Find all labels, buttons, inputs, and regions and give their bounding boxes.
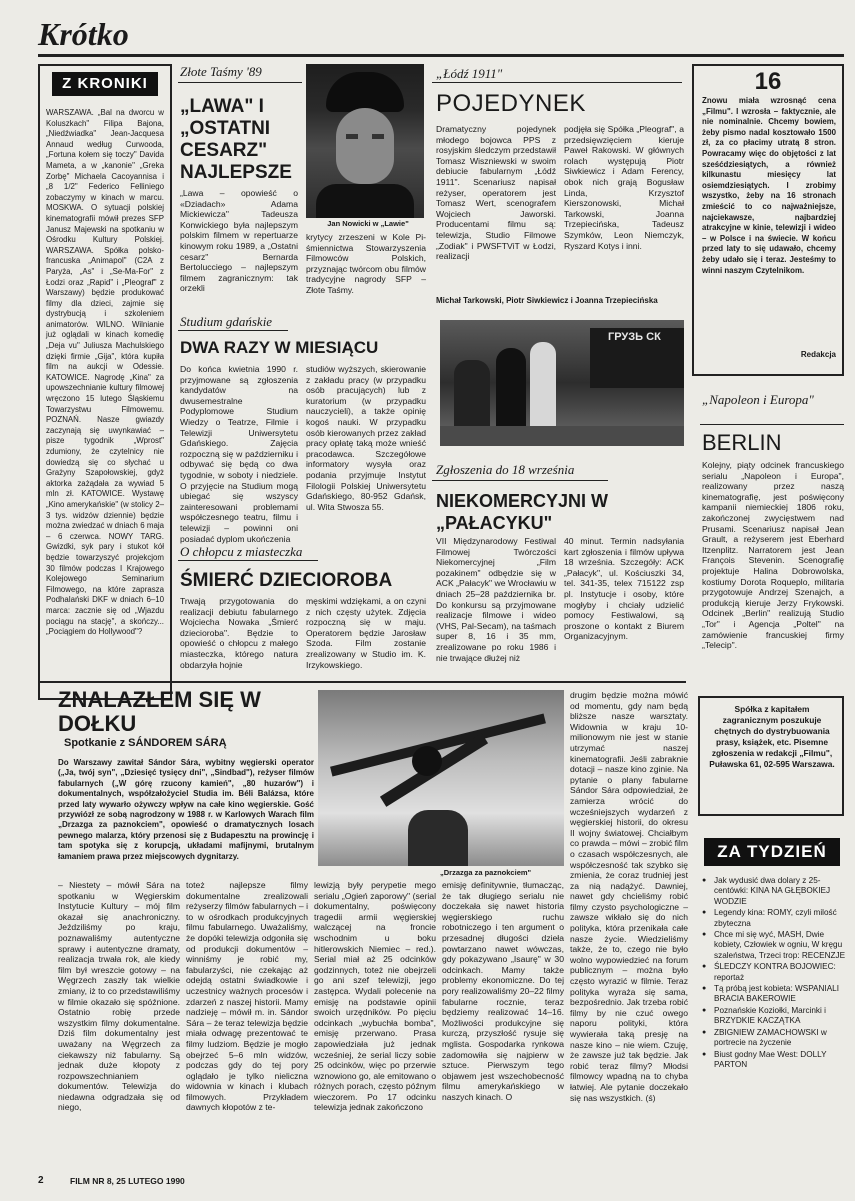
sixteen-text: Znowu miała wzrosnąć cena „Filmu". I wzrosła – faktycznie, ale nie nominalnie. Chcemy bowiem, żeby pismo nadal kosztowało 1500 zł, za co płacimy utratą 8 stron. Powracamy więc do objętości z lat sześćdziesiątych, a również kilkunastu miesięcy lat osiemdziesiątych. I zrobimy wszystko, żeby na 16 stronach zmieścić to co najważniejsze, najciekawsze, najbardziej atrakcyjne w kinie, telewizji i wideo – w Polsce i na świecie. W końcu przed laty to się udawało, chcemy żeby udało się i teraz. Jesteśmy to winni naszym Czytelnikom. (702, 96, 836, 275)
sara-title: ZNALAZŁEM SIĘ W DOŁKU (58, 687, 261, 736)
tydzien-item[interactable]: ● Poznańskie Koziołki, Marcinki i BRZYDKIE KACZĄTKA (702, 1006, 846, 1027)
tydzien-badge: ZA TYDZIEŃ (704, 838, 840, 866)
lodz-photo (440, 320, 684, 446)
lodz-title: POJEDYNEK (436, 90, 586, 117)
sara-subtitle: Spotkanie z SÁNDOREM SÁRĄ (64, 737, 227, 749)
sixteen-sign: Redakcja (800, 350, 836, 359)
gdansk-col-1: Do końca kwietnia 1990 r. przyjmowane są zgłoszenia kandydatów na dwusemestralne Podyplomowe Studium Wiedzy o Teatrze, Filmie i Telewizji Uniwersytetu Gdańskiego. Zajęcia rozpoczną się w październiku i odbywać się będą co dwa tygodnie, w soboty i niedziele. O przyjęcie na Studium mogą ubiegać się wszyscy zainteresowani problemami współczesnego teatru, filmu i telewizji – powinni oni posiadać dyplom ukończenia (180, 364, 298, 544)
lodz-body: Dramatyczny pojedynek młodego bojowca PPS z rosyjskim śledczym przedstawił Tomasz Wiszniewski w swoim debiucie fabularnym „Łódź 1911". Scenariusz napisał reżyser, operatorem jest Tomasz Wert, scenografem Wojciech Jaworski. Producentami filmu są: telewizja, Studio Filmowe „Zodiak" i PWSFTViT w Łodzi, realizacji (436, 124, 556, 262)
lodz-kicker: „Łódź 1911" (436, 66, 503, 81)
lawa-kicker: Złote Taśmy '89 (180, 64, 262, 79)
lodz-photo-sign: ГРУЗЬ СК (608, 331, 661, 343)
tydzien-item[interactable]: ● ZBIGNIEW ZAMACHOWSKI w portrecie na życzenie (702, 1028, 846, 1049)
lodz-caption: Michał Tarkowski, Piotr Siwkiewicz i Joanna Trzepiecińska (436, 296, 658, 305)
palacyk-kicker-rule (432, 480, 608, 481)
issue-line: FILM NR 8, 25 LUTEGO 1990 (70, 1176, 185, 1186)
miasteczko-kicker: O chłopcu z miasteczka (180, 544, 303, 559)
gdansk-col-2: studiów wyższych, skierowanie z zakładu pracy (w przypadku osób pracujących) lub z kuratorium (w przypadku nauczycieli), a także opinię kogoś nauki. W przypadku osób kierowanych przez zakład pracy opłatę taką może wnieść pracodawca. Szczegółowe informatory wysyła oraz podania przyjmuje Instytut Filologii Polskiej Uniwersytetu Gdańskiego, 80-952 Gdańsk, ul. Wita Stwosza 55. (306, 364, 426, 512)
kronika-text: WARSZAWA. „Bal na dworcu w Koluszkach" Filipa Bajona, „Niedźwiadka" Jean-Jacquesa Annaud według Curwooda, „Fortuna kołem się toczy" Davida Mameta, a w „kanonie" „Greka Zorbę" Michaela Cacoyannisa i „8 1/2" Federico Felliniego zobaczymy w kinach w marcu. MOSKWA. O sytuacji polskiej kinematografii mówił prezes SFP Janusz Majewski na spotkaniu w Ośrodku Kultury Polskiej. WARSZAWA. Spółka polsko-francuska „Animapol" (C2A z Paryża, „As" i „Se-Ma-For" z Łodzi oraz „Rapid" i „Pleograf" z Warszawy) będzie produkować filmy dla dzieci, zajmie się dystrybucją i szkoleniem animatorów. WILNO. Wilnianie już oglądali w kinach komedię „Deja vu" Juliusza Machulskiego dzięki firmie „Gija", która kupiła film na aukcji w Odessie. KATOWICE. Nagrodę „Kina" za upowszechnianie kultury filmowej wręczono 15 lutego Śląskiemu Towarzystwu Filmowemu. POZNAŃ. Nasze gwiazdy zaczynają się uwynkawiać – pisze tygodnik „Wprost" zdumiony, że czytelnicy nie dowiedzą się co słychać u Grażyny Szapołowskiej, gdyż aktorka zażądała za wywiad 5 mln zł. KATOWICE. Wystawę „Kino amerykańskie" (w stolicy 2–3 tys. widzów dziennie) będzie można zwiedzać w dniach 6 maja – 6 czerwca. NOWY TARG. Gwizdki, syk pary i stukot kół będzie towarzyszyć projekcjom 30 filmów podczas I Krajowego Kolejowego Seminarium Filmowego, na które zaprasza Podhalański DKF w dniach 6–10 marca: zacznie się od „Wjazdu pociągu na stację", a skończy... „Pociągiem do Hollywood"? (46, 108, 164, 637)
palacyk-title: NIEKOMERCYJNI W „PAŁACYKU" (436, 491, 609, 533)
tydzien-list (702, 876, 846, 1166)
page-number: 2 (38, 1175, 44, 1186)
palacyk-kicker: Zgłoszenia do 18 września (436, 462, 575, 477)
middle-rule (38, 681, 686, 683)
sara-caption: „Drzazga za paznokciem" (440, 868, 532, 877)
miasteczko-col-1: Trwają przygotowania do realizacji debiutu fabularnego Wojciecha Nowaka „Śmierć dziecioroba". Będzie to opowieść o chłopcu z małego miasteczka, którego natura obdarzyła hojnie (180, 596, 298, 670)
lawa-photo (306, 64, 424, 218)
lodz-body-2: podjęła się Spółka „Pleograf", a przedsięwzięciem kieruje Paweł Rakowski. W głównych rolach występują Piotr Siwkiewicz i Adam Ferency, obok nich grają Bogusław Linda, Krzysztof Kierszonowski, Michał Tarkowski, Joanna Trzepiecińska, Tadeusz Szymków, Leon Niemczyk, Ryszard Kotys i inni. (564, 124, 684, 251)
sara-col-2: toteż najlepsze filmy dokumentalne zrealizowali reżyserzy filmów fabularnych – i to w ośrodkach produkcyjnych filmu fabularnego. Uważaliśmy, że dopóki telewizja odgoniła się od produkcji dokumentów – winniśmy je robić my, fabularzyści, nie czekając aż odejdą ostatni świadkowie i uczestnicy ważnych procesów i zdarzeń z naszej historii. Mamy nadzieję – mówił m. in. Sándor Sára – że teraz telewizja będzie miała odwagę prezentować te filmy ludziom. Będzie je mogło obejrzeć 5–6 mln widzów, podczas gdy do tej pory oglądało je tylko nieliczna widownia w kinach i klubach filmowych. Przykładem dawnych kłopotów z te- (186, 880, 308, 1113)
gdansk-title: DWA RAZY W MIESIĄCU (180, 338, 379, 357)
miasteczko-col-2: męskimi wdziękami, a on czyni z nich częsty użytek. Zdjęcia rozpoczną się w maju. Operatorem będzie Jarosław Szoda. Film zostanie zrealizowany w Studio im. K. Irzykowskiego. (306, 596, 426, 670)
header-rule (38, 54, 844, 57)
lawa-title: „LAWA" I „OSTATNI CESARZ" NAJLEPSZE (180, 96, 292, 183)
lawa-body: „Lawa – opowieść o «Dziadach» Adama Mickiewicza" Tadeusza Konwickiego była najlepszym polskim filmem w repertuarze kinowym roku 1989, a „Ostatni cesarz" Bernarda Bertolucciego – najlepszym filmem zagranicznym: tak orzekli (180, 188, 298, 294)
sara-col-3: lewizją były perypetie mego serialu „Ogień zaporowy" (serial dokumentalny, poświęcony tragedii armii węgierskiej walczącej na froncie wschodnim u boku hitlerowskich Niemiec – red.). Serial miał aż 25 odcinków godzinnych, toteż nie obejrzeli go ani szef telewizji, jego zastępca. Wydali polecenie na emisję na podstawie opinii swoich urzędników. Po pięciu odcinkach „wybuchła bomba", emisję przerwano. Prasa zapowiedziała już jednak wcześniej, że serial liczy sobie 25 odcinków, więc po przerwie wznowiono go, ale emitowano o różnych porach, często późnym wieczorem. Po 17 odcinku telewizja jednak zakończono (314, 880, 436, 1113)
gdansk-kicker: Studium gdańskie (180, 314, 273, 329)
gdansk-kicker-rule (178, 330, 288, 331)
sara-col-4: emisję definitywnie, tłumacząc, że tak długiego serialu nie doczekała się nawet historia węgierskiego ruchu robotniczego i ten argument o przesadnej długości dzieła powtarzano nawet wówczas, gdy pokazywano „Isaurę" w 30 odcinkach. Mamy także problemy ekonomiczne. Do tej pory realizowaliśmy 20–22 filmy fabularne rocznie, teraz będziemy realizować 14–16. Możliwości produkcyjne się kurczą, przyszłość rysuje się mglista. Gospodarka rynkowa zadomowiła się najpierw w sztuce. Pierwszym tego objawem jest wszechobecność filmu amerykańskiego w naszych kinach. O (442, 880, 564, 1102)
lawa-kicker-rule (178, 82, 302, 83)
tydzien-item[interactable]: ● ŚLEDCZY KONTRA BOJOWIEC: reportaż (702, 962, 846, 983)
spolka-text: Spółka z kapitałem zagranicznym poszukuje chętnych do dystrybuowania prasy, książek, etc. Pisemne zgłoszenia w redakcji „Filmu", Puławska 61, 02-595 Warszawa. (709, 704, 835, 769)
palacyk-col-1: VII Międzynarodowy Festiwal Filmowej Twórczości Niekomercyjnej „Film pozakinem" odbędzie się w ACK „Pałacyk" we Wrocławiu w dniach 25–28 października br. Do konkursu są przyjmowane realizacje filmowe i wideo (VHS, Pal-Secam), na taśmach super 8, 16 i 35 mm, zrealizowane po roku 1986 i nie trwające dłużej niż (436, 536, 556, 663)
tydzien-item[interactable]: ● Legendy kina: ROMY, czyli milość zbyteczna (702, 908, 846, 929)
tydzien-item[interactable]: ● Chce mi się wyć, MASH, Dwie kobiety, Człowiek w ogniu, W kręgu szaleństwa, Trzeci trop: RECENZJE (702, 930, 846, 961)
palacyk-col-2: 40 minut. Termin nadsyłania kart zgłoszenia i filmów upływa 18 września. Szczegóły: ACK „Pałacyk", ul. Kościuszki 34, tel. 341-35, telex 715122 zsp pl. Instytucje i osoby, które mogłyby i chciały udzielić pomocy Festiwalowi, są proszone o kontakt z Biurem Organizacyjnym. (564, 536, 684, 642)
lawa-body-2: krytycy zrzeszeni w Kole Pi-śmiennictwa Stowarzyszenia Filmowców Polskich, przyznając twórcom obu filmów tradycyjne nagrody SFP – Złote Taśmy. (306, 232, 426, 295)
lodz-kicker-rule (432, 82, 682, 83)
miasteczko-kicker-rule (178, 560, 318, 561)
berlin-title: BERLIN (702, 430, 782, 455)
miasteczko-title: ŚMIERĆ DZIECIOROBA (180, 570, 393, 591)
sara-col-5: drugim będzie można mówić od momentu, gdy nam będą bliższe nasze warsztaty. Widownia w kraju 10-milionowym nie jest w stanie utrzymać naszej kinematografii. Jeśli zabraknie dotacji – nasze kino zginie. Na pytanie o plany fabularne Sándor Sára odpowiedział, że zamierza wrócić do wcześniejszych wydarzeń z węgierskiej historii, do okresu II wojny światowej. Chciałbym co prawda – mówi – zrobić film o czasach współczesnych, ale współczesność tak szybko się zmienia, że coraz trudniej jest za nią nadążyć. Dawniej, nawet gdy chcieliśmy robić filmy czysto psychologiczne – zawsze wikłało się do nich polityka, która przenikała całe nasze życie. Wiedzieliśmy także, że to, czego nie było wolno wypowiedzieć na forum publicznym – można było często wyrazić w filmie. Teraz polityka wyraża się sama, bezpośrednio. Jak trzeba robić filmy by nie czuć owego naporu polityki, która wywierała taką presję na nasze kino – nie wiem. Czuję, że zawsze już tak będzie. Jak robić teraz filmy? Młodsi filmowcy wpadną na to chyba łatwiej. Ale pytanie doczekało się nas wszystkich. (ś) (570, 690, 688, 1103)
sixteen-number: 16 (754, 68, 782, 95)
tydzien-item[interactable]: ● Biust godny Mae West: DOLLY PARTON (702, 1050, 846, 1071)
section-title: Krótko (38, 16, 129, 52)
berlin-kicker-rule (700, 424, 844, 425)
berlin-body: Kolejny, piąty odcinek francuskiego serialu „Napoleon i Europa", realizowany przez naszą kinematografię, jest poświęcony kampanii niemieckiej 1806 roku, zakończonej zwycięstwem nad Prusami. Scenariusz napisał Jean Grault, a reżyserem jest Eberhard Itzenplitz. Narratorem jest Jean François Stevenin. Scenografię projektuje Halina Dobrowolska, kostiumy Dorota Roqueplo, militaria przygotowuje Andrzej Szenajch, a produkcją kieruje Jerzy Frykowski. Odcinek „Berlin" realizują Studio „Tor" i Agencja „Poltel" na zamówienie francuskiej firmy „Telecip". (702, 460, 844, 651)
sara-photo (318, 690, 564, 866)
sara-col-1: – Niestety – mówił Sára na spotkaniu w Węgierskim Instytucie Kultury – mój film okazał się anachroniczny. Jeździliśmy po kraju, poznawaliśmy autentyczne sprawy i autentyczne dramaty, realizacja trwała rok, ale kiedy film był wreszcie gotowy – na Węgrzech zaszły tak wielkie zmiany, iż to co przedstawiliśmy w filmie okazało się spóźnione. Ostatnio robię przede wszystkim filmy dokumentalne. Dziś film dokumentalny jest uważany na Węgrzech za ciekawszy niż fabularny. Są jednak duże kłopoty z rozpowszechnianiem dokumentów. Telewizja do niedawna odgradzała się od niego, (58, 880, 180, 1113)
kronika-badge: Z KRONIKI (52, 72, 158, 96)
berlin-kicker: „Napoleon i Europa" (702, 392, 814, 407)
tydzien-item[interactable]: ● Tą próbą jest kobieta: WSPANIALI BRACIA BAKEROWIE (702, 984, 846, 1005)
lawa-caption: Jan Nowicki w „Lawie" (327, 219, 409, 228)
sara-lead: Do Warszawy zawitał Sándor Sára, wybitny węgierski operator („Ja, twój syn", „Dziesięć tysięcy dni", „Sindbad"), reżyser filmów fabularnych („W górę rzucony kamień", „80 huzarów") i dokumentalnych, współzałożyciel Studia im. Béli Balázsa, które przed laty wywarło ożywczy wpływ na całe kino węgierskie. Gość przywiózł ze sobą nagrodzony w 1988 r. w Karlowych Warach film „Drzazga za paznokciem", opowieść o dramatycznych losach pewnego malarza, który przenosi się z Budapesztu na prowincję i tam spotyka się z korupcją, układami mafijnymi, brutalnym łamaniem prawa przez miejscowych dygnitarzy. (58, 758, 314, 861)
tydzien-item[interactable]: ● Jak wydusić dwa dolary z 25-centówki: KINA NA GŁĘBOKIEJ WODZIE (702, 876, 846, 907)
